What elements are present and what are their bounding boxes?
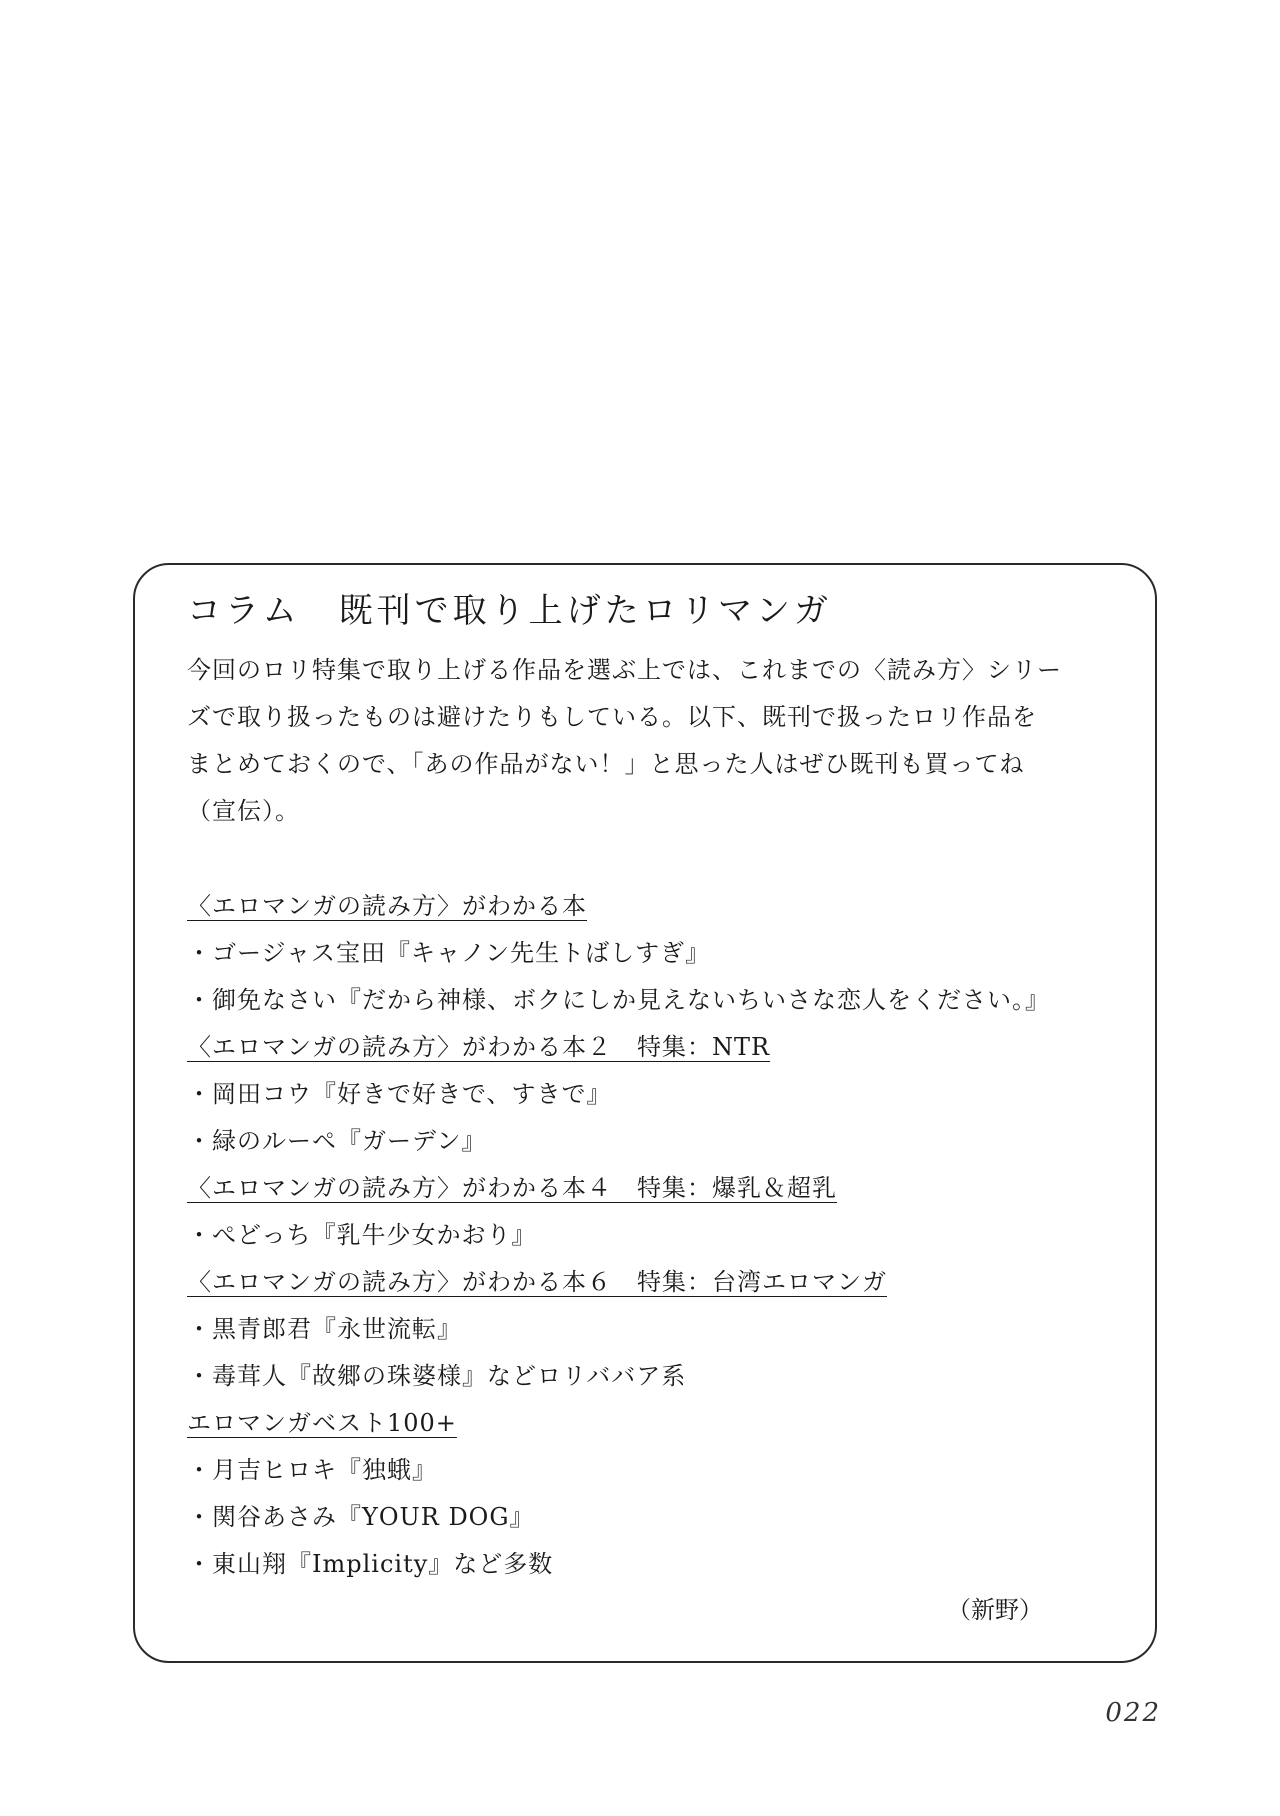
section-heading: 〈エロマンガの読み方〉がわかる本２ 特集：NTR — [187, 1033, 771, 1061]
intro-line: （宣伝）。 — [187, 797, 300, 825]
intro-paragraph — [187, 647, 1117, 835]
list-item: ・毒茸人『故郷の珠婆様』などロリババア系 — [187, 1362, 687, 1390]
section-heading: エロマンガベスト100+ — [187, 1409, 457, 1437]
author-signature: （新野） — [947, 1596, 1043, 1624]
list-item: ・月吉ヒロキ『独蛾』 — [187, 1456, 437, 1484]
list-item: ・緑のルーペ『ガーデン』 — [187, 1127, 487, 1155]
intro-line: ズで取り扱ったものは避けたりもしている。以下、既刊で扱ったロリ作品を — [187, 703, 1037, 731]
list-item: ・東山翔『Implicity』など多数 — [187, 1550, 554, 1578]
list-item: ・黒青郎君『永世流転』 — [187, 1315, 462, 1343]
list-item: ・ゴージャス宝田『キャノン先生トばしすぎ』 — [187, 939, 711, 967]
list-item: ・岡田コウ『好きで好きで、すきで』 — [187, 1080, 612, 1108]
list-item: ・御免なさい『だから神様、ボクにしか見えないちいさな恋人をください。』 — [187, 986, 1050, 1014]
intro-line: まとめておくので、「あの作品がない！」と思った人はぜひ既刊も買ってね — [187, 750, 1025, 778]
section-heading: 〈エロマンガの読み方〉がわかる本 — [187, 892, 587, 920]
section-heading: 〈エロマンガの読み方〉がわかる本４ 特集：爆乳＆超乳 — [187, 1174, 837, 1202]
section-heading: 〈エロマンガの読み方〉がわかる本６ 特集：台湾エロマンガ — [187, 1268, 887, 1296]
book-list — [187, 883, 1117, 1588]
list-item: ・関谷あさみ『YOUR DOG』 — [187, 1503, 535, 1531]
column-title: コラム 既刊で取り上げたロリマンガ — [187, 591, 832, 631]
page-number: 022 — [1105, 1698, 1161, 1728]
list-item: ・ぺどっち『乳牛少女かおり』 — [187, 1221, 537, 1249]
intro-line: 今回のロリ特集で取り上げる作品を選ぶ上では、これまでの〈読み方〉シリー — [187, 656, 1062, 684]
column-box — [133, 563, 1157, 1663]
